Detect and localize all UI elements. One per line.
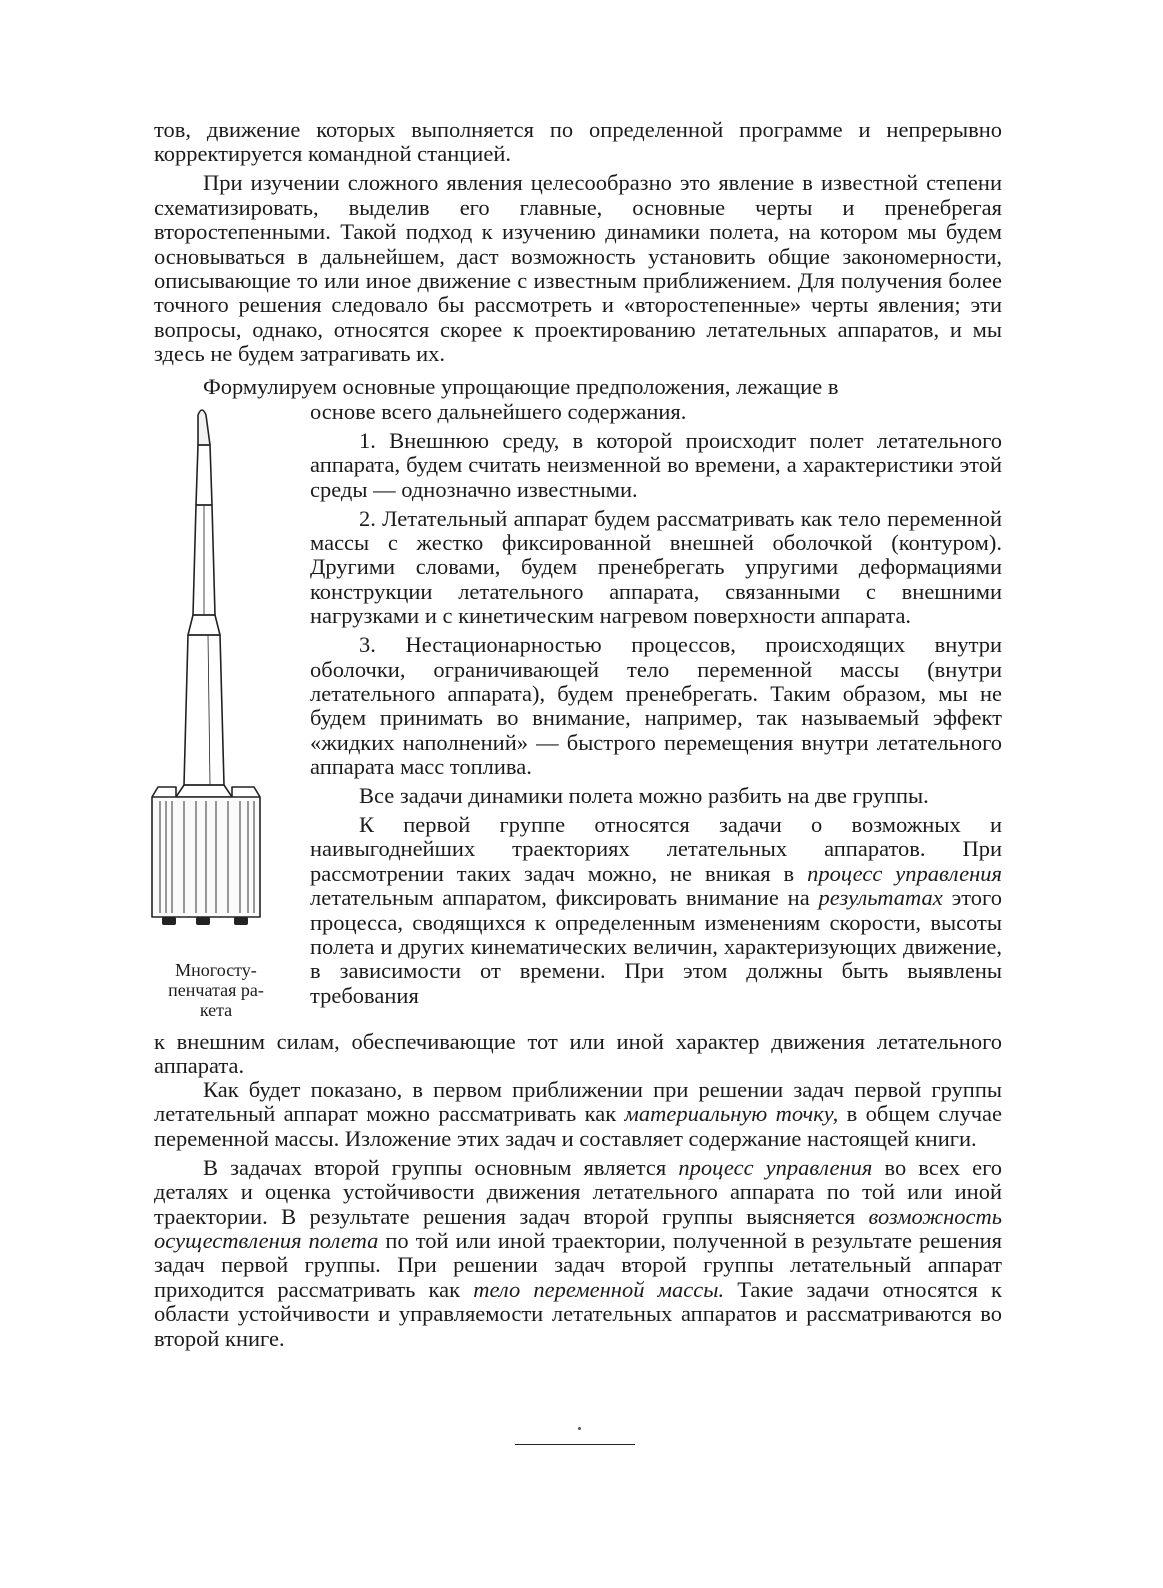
paragraph-assumptions-intro: Формулируем основные упрощающие предположения, лежащие в bbox=[203, 374, 839, 399]
text-block-bottom bbox=[154, 1078, 1002, 1351]
paragraph-first-group-end: к внешним силам, обеспечивающие тот или иной характер движения летательного аппарата. bbox=[154, 1029, 1002, 1079]
paragraph-second-group: В задачах второй группы основным является процесс управления во всех его деталях и оценка устойчивости движения летательного аппарата по той или иной траектории. В результате решения задач второй группы выясняется возможность осуществления полета по той или иной траектории, полученной в результате решения задач первой группы. При решении задач второй группы летательный аппарат приходится рассматривать как тело переменной массы. Такие задачи относятся к области устойчивости и управляемости летательных аппаратов и рассматриваются во второй книге. bbox=[154, 1154, 1003, 1351]
end-rule bbox=[515, 1444, 635, 1445]
paragraph-assumptions-intro-cont: основе всего дальнейшего содержания. bbox=[310, 399, 687, 424]
paragraph-first-group: К первой группе относятся задачи о возможных и наивыгоднейших траекториях летательных аппаратов. При рассмотрении таких задач можно, не вникая в процесс управления летательным аппаратом, фиксировать внимание на результатах этого процесса, сводящихся к определенным изменениям скорости, высоты полета и других кинематических величин, характеризующих движение, в зависимости от времени. При этом должны быть выявлены требования bbox=[310, 812, 1002, 1008]
assumption-item-1: 1. Внешнюю среду, в которой происходит полет летательного аппарата, будем считать неизменной во времени, а характеристики этой среды — однозначно известными. bbox=[310, 427, 1002, 502]
text-block-beside-figure bbox=[310, 400, 1002, 1013]
assumption-item-2: 2. Летательный аппарат будем рассматривать как тело переменной массы с жестко фиксированной внешней оболочкой (контуром). Другими словами, будем пренебрегать упругими деформациями конструкции летательного аппарата, связанными с внешними нагрузками и с кинетическим нагревом поверхности аппарата. bbox=[310, 505, 1002, 629]
multistage-rocket-illustration bbox=[140, 405, 275, 950]
paragraph-schematization: При изучении сложного явления целесообразно это явление в известной степени схематизировать, выделив его главные, основные черты и пренебрегая второстепенными. Такой подход к изучению динамики полета, на котором мы будем основываться в дальнейшем, даст возможность установить общие закономерности, описывающие то или иное движение с известным приближением. Для получения более точного решения следовало бы рассмотреть и «второстепенные» черты явления; эти вопросы, однако, относятся скорее к проектированию летательных аппаратов, и мы здесь не будем затрагивать их. bbox=[154, 170, 1002, 367]
figure-caption: Многосту- пенчатая ра- кета bbox=[168, 960, 264, 1020]
assumption-item-3: 3. Нестационарностью процессов, происходящих внутри оболочки, ограничивающей тело переменной массы (внутри летательного аппарата), будем пренебрегать. Таким образом, мы не будем принимать во внимание, например, так называемый эффект «жидких наполнений» — быстрого перемещения внутри летательного аппарата масс топлива. bbox=[310, 632, 1002, 780]
text-block-top bbox=[154, 118, 1002, 367]
paragraph-continuation: тов, движение которых выполняется по определенной программе и непрерывно корректируется командной станцией. bbox=[154, 117, 1002, 167]
paragraph-two-groups: Все задачи динамики полета можно разбить на две группы. bbox=[359, 783, 929, 809]
text-block-assumptions-intro bbox=[154, 375, 1002, 399]
paragraph-material-point: Как будет показано, в первом приближении при решении задач первой группы летательный аппарат можно рассматривать как материальную точку, в общем случае переменной массы. Изложение этих задач и составляет содержание настоящей книги. bbox=[154, 1077, 1002, 1151]
print-speck bbox=[578, 1427, 581, 1430]
text-block-first-group-end bbox=[154, 1030, 1002, 1079]
